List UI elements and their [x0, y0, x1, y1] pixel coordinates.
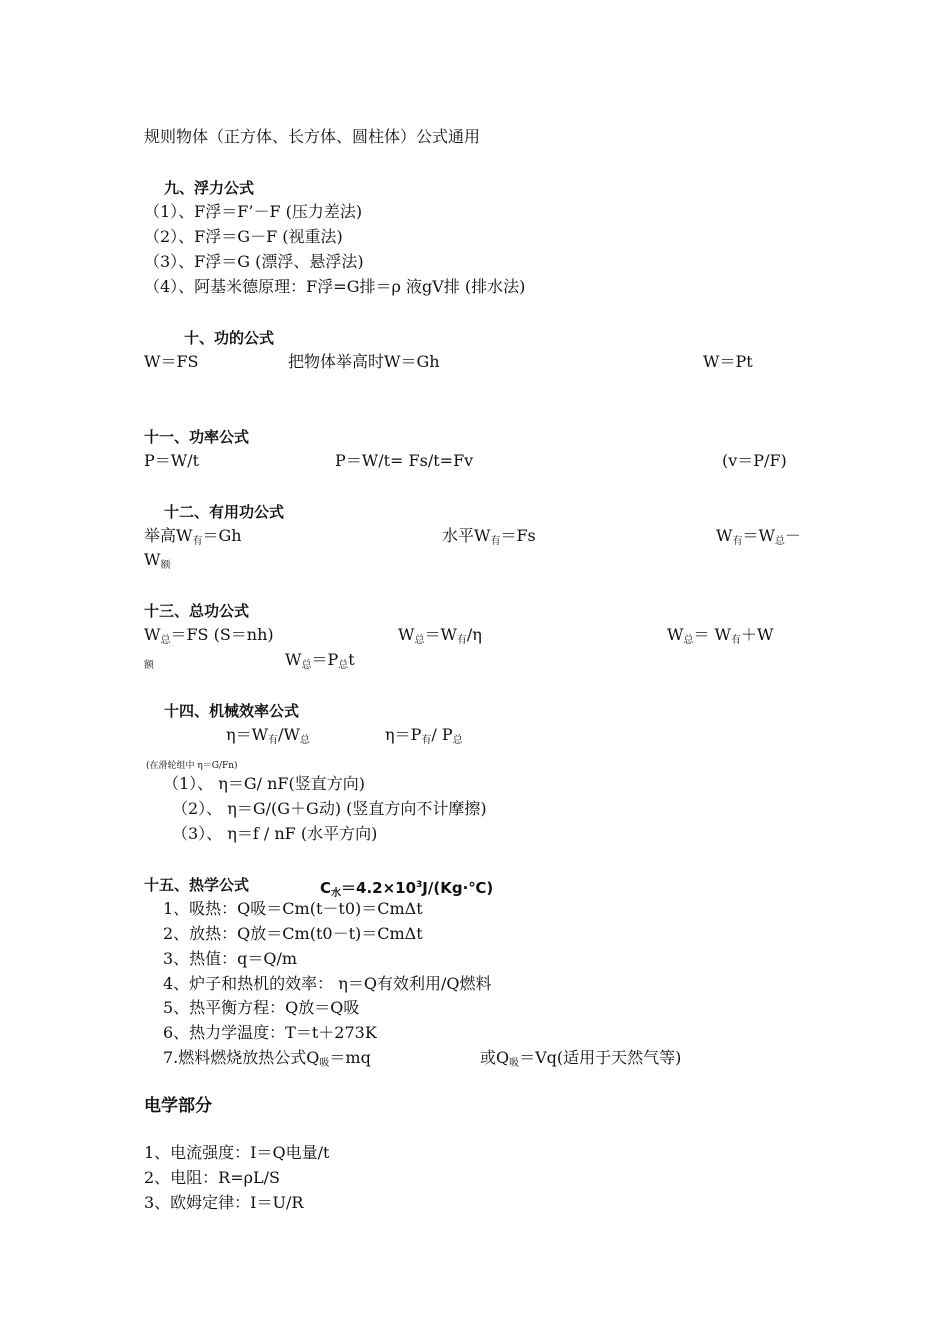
formula-line: 3、热值：q＝Q/m	[163, 949, 298, 968]
formula: $W_额$	[144, 550, 171, 571]
formula-line: 3、欧姆定律：I＝U/R	[144, 1193, 304, 1212]
formula-line: （3）、 η＝f / nF (水平方向)	[172, 824, 378, 843]
formula-line: 1、吸热：Q吸＝Cm(t－t0)＝CmΔt	[163, 899, 423, 918]
formula-line: （1）、 η＝G/ nF(竖直方向)	[163, 774, 366, 793]
formula: W＝FS	[144, 352, 199, 371]
formula-line: （2）、 η＝G/(G＋G动) (竖直方向不计摩擦)	[172, 799, 487, 818]
formula-line: 2、电阻：R=ρL/S	[144, 1168, 281, 1187]
formula-line: 5、热平衡方程：Q放＝Q吸	[163, 998, 360, 1017]
formula: (v＝P/F)	[722, 451, 787, 470]
section-14-title: 十四、机械效率公式	[164, 702, 300, 720]
formula: 水平$W_有=Fs$	[442, 526, 536, 547]
formula-line: （3）、F浮＝G (漂浮、悬浮法)	[144, 252, 364, 271]
formula-line: （4）、阿基米德原理：F浮=G排＝ρ 液gV排 (排水法)	[144, 277, 526, 296]
formula: $W_有=W_总-$	[716, 526, 801, 547]
specific-heat-water: $C_水=4.2\times 10^3J/(Kg\cdot℃)$	[320, 879, 494, 899]
formula-line: 或$Q_吸=Vq$(适用于天然气等)	[480, 1048, 682, 1069]
section-15-title: 十五、热学公式	[144, 876, 250, 894]
formula: $W_总=P_总t$	[285, 650, 355, 671]
formula-line: 4、炉子和热机的效率： η＝Q有效利用/Q燃料	[163, 974, 492, 993]
formula: P＝W/t= Fs/t=Fv	[335, 451, 474, 470]
formula: 把物体举高时W＝Gh	[288, 352, 440, 371]
formula-line: 7.燃料燃烧放热公式$Q_吸=mq$	[163, 1048, 371, 1069]
formula-line: 6、热力学温度：T＝t＋273K	[163, 1023, 377, 1042]
formula-line: 1、电流强度：I＝Q电量/t	[144, 1143, 330, 1162]
section-12-title: 十二、有用功公式	[164, 503, 285, 521]
electricity-title: 电学部分	[144, 1096, 212, 1116]
section-13-title: 十三、总功公式	[144, 602, 250, 620]
section-9-title: 九、浮力公式	[164, 179, 255, 197]
formula: P＝W/t	[144, 451, 200, 470]
formula: $\eta=P_有/$ $P_总$	[385, 725, 463, 746]
formula: W＝Pt	[703, 352, 753, 371]
formula: 额	[144, 660, 154, 671]
note-text: (在滑轮组中 η＝G/Fn)	[146, 761, 238, 771]
section-10-title: 十、功的公式	[184, 329, 275, 347]
formula-line: （2）、F浮＝G－F (视重法)	[144, 227, 343, 246]
intro-text: 规则物体（正方体、长方体、圆柱体）公式通用	[144, 127, 481, 146]
formula-line: 2、放热：Q放＝Cm(t0－t)＝CmΔt	[163, 924, 423, 943]
formula: $\eta=W_有/W_总$	[226, 725, 310, 746]
formula: $W_总= W_有+W$	[667, 625, 774, 646]
formula-line: （1）、F浮＝F’－F (压力差法)	[144, 202, 363, 221]
formula: 举高$W_有=Gh$	[144, 526, 242, 547]
formula: $W_总=W_有/\eta$	[398, 625, 482, 646]
section-11-title: 十一、功率公式	[144, 428, 250, 446]
formula: $W_总=FS$ (S＝nh)	[144, 625, 274, 646]
